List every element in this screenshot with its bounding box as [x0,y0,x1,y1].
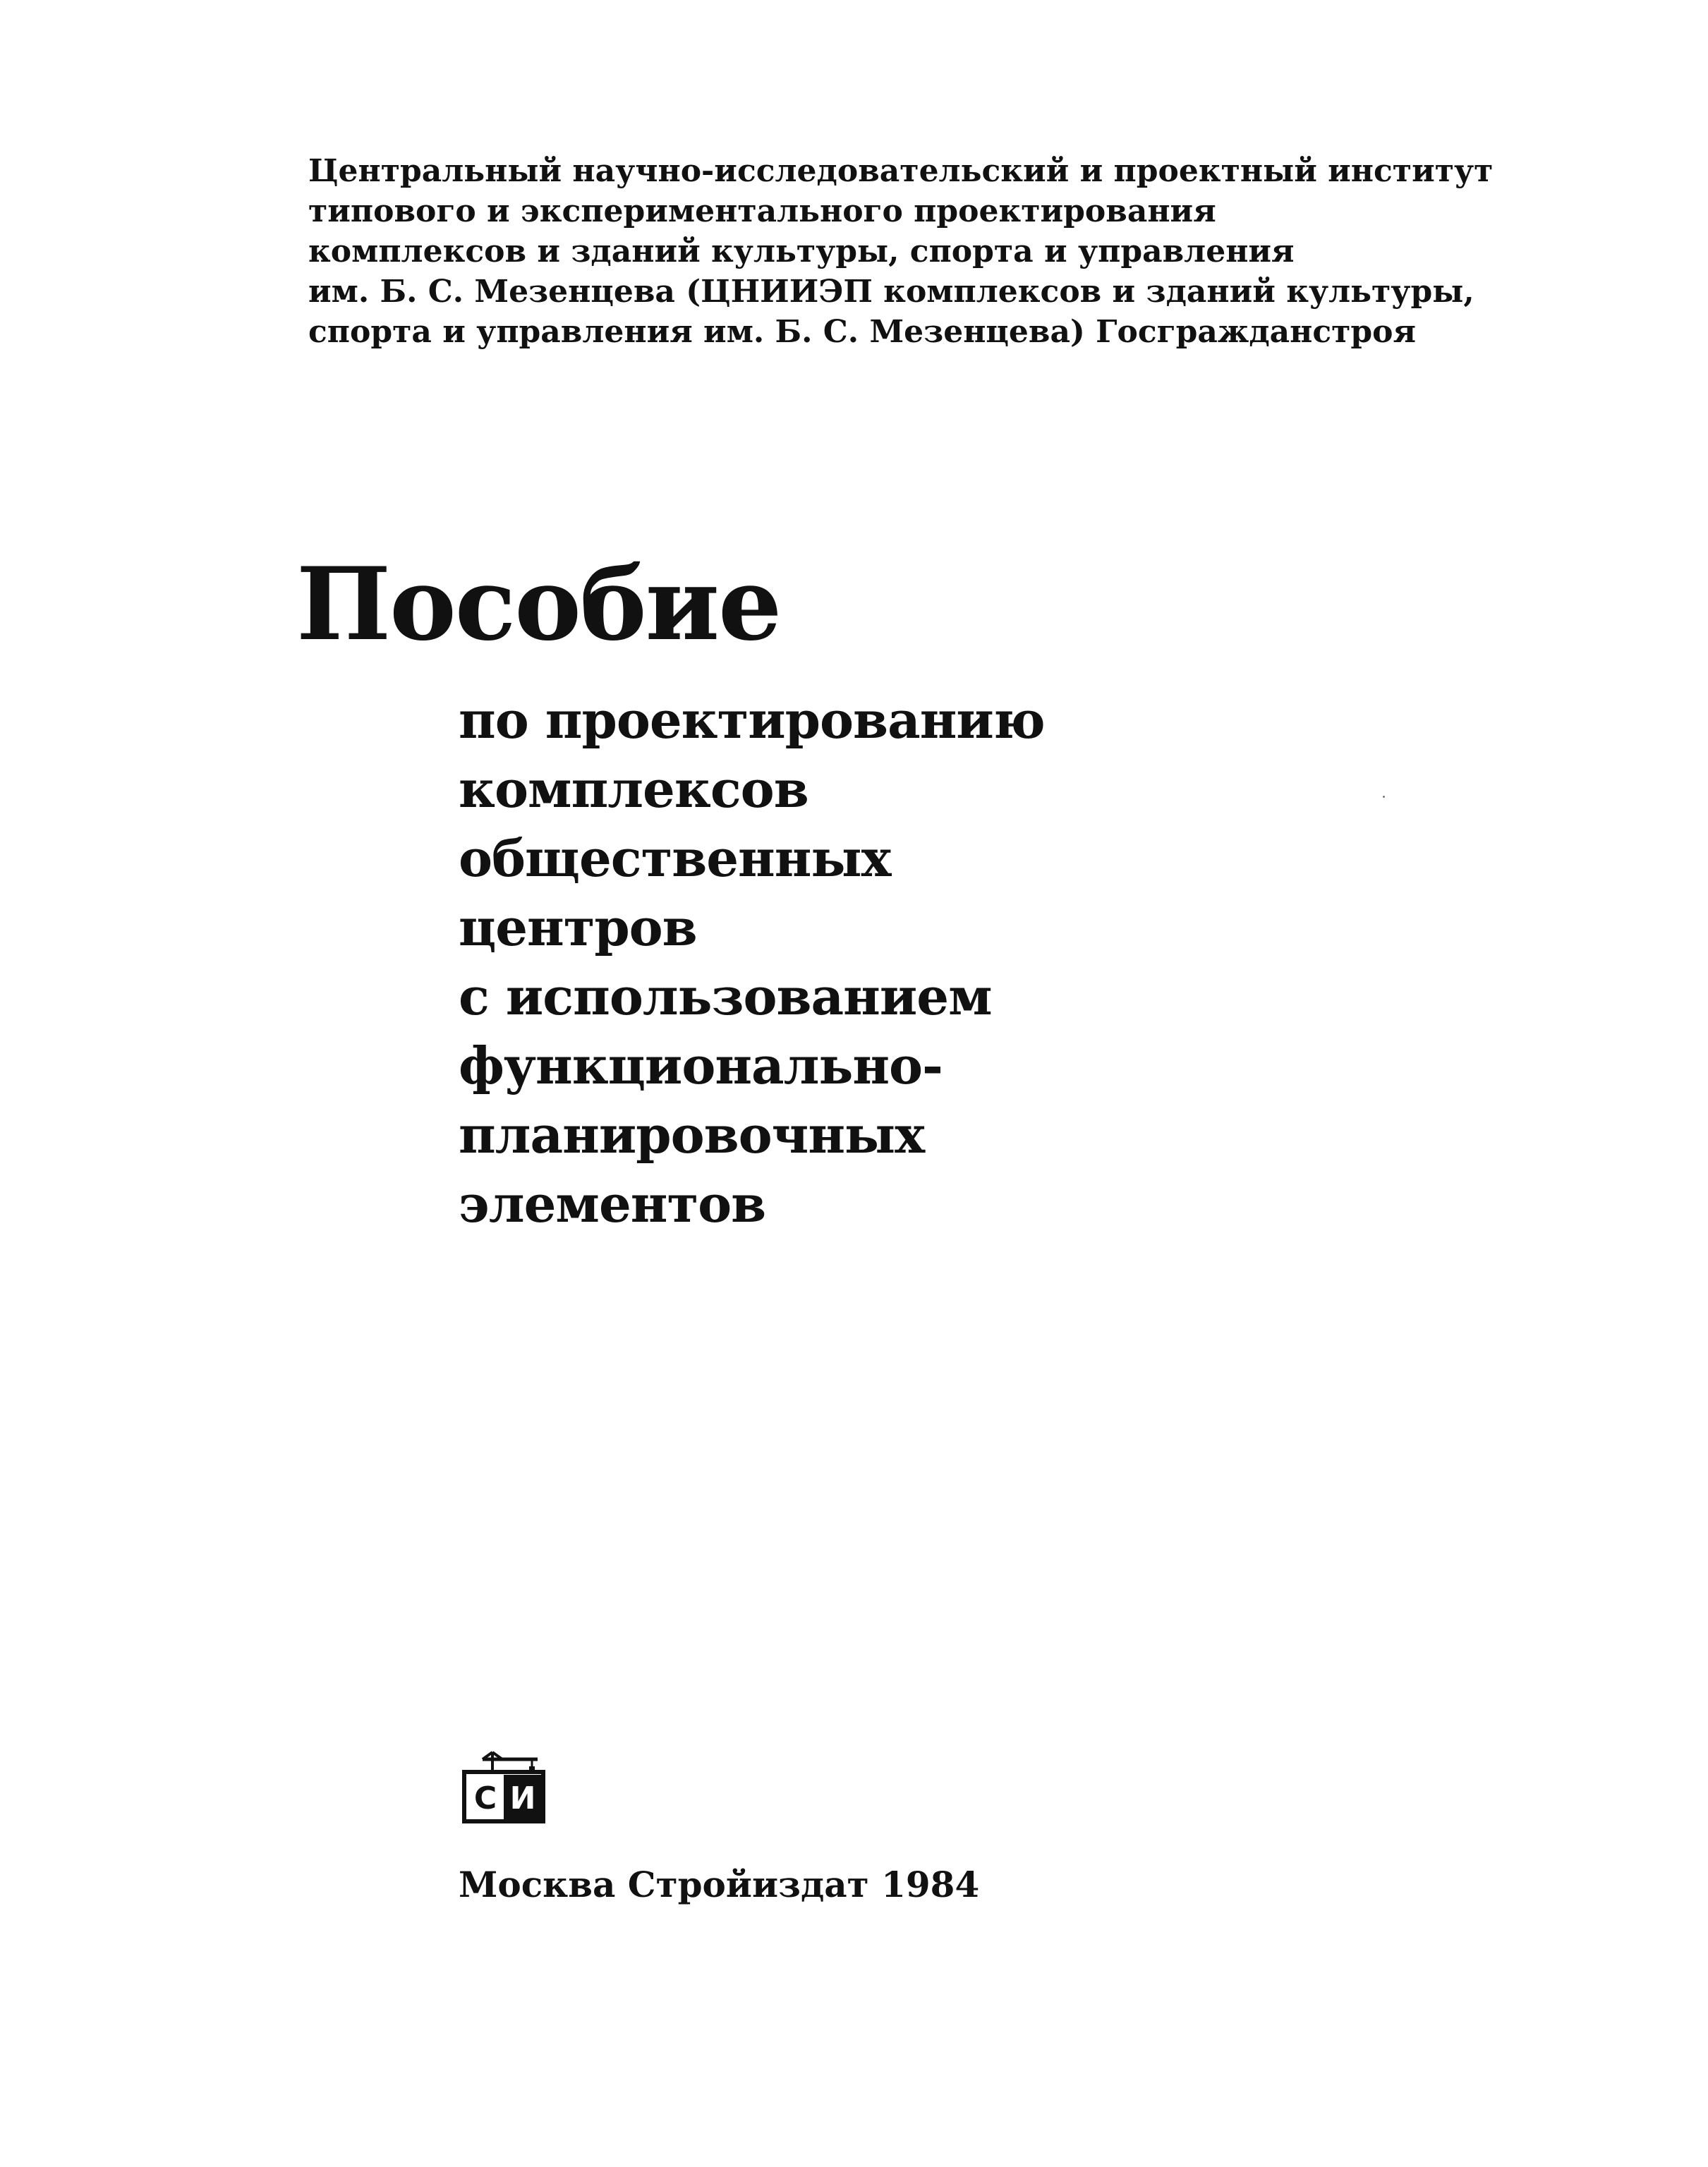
institute-line: типового и экспериментального проектирования [308,193,1216,229]
publisher-imprint: Москва Стройиздат 1984 [459,1864,980,1905]
subtitle-line: элементов [459,1174,766,1234]
institute-line: спорта и управления им. Б. С. Мезенцева) Госгражданстроя [308,314,1417,350]
institute-line: Центральный научно-исследовательский и проектный институт [308,153,1494,189]
logo-letter-i: И [509,1780,536,1816]
book-title: Пособие [296,546,781,663]
subtitle-line: функционально- [459,1036,943,1095]
logo-letter-s: С [473,1780,497,1816]
institute-name [308,151,1508,352]
scan-speck [1383,796,1385,798]
subtitle-line: с использованием [459,966,992,1026]
subtitle-line: общественных [459,828,891,888]
subtitle-line: комплексов [459,759,808,819]
stroyizdat-logo-icon [461,1749,546,1824]
subtitle-line: центров [459,897,697,957]
institute-line: комплексов и зданий культуры, спорта и управления [308,233,1295,269]
subtitle-line: планировочных [459,1105,925,1165]
subtitle-line: по проектированию [459,690,1045,750]
book-subtitle [459,686,1045,1239]
institute-line: им. Б. С. Мезенцева (ЦНИИЭП комплексов и зданий культуры, [308,274,1474,310]
